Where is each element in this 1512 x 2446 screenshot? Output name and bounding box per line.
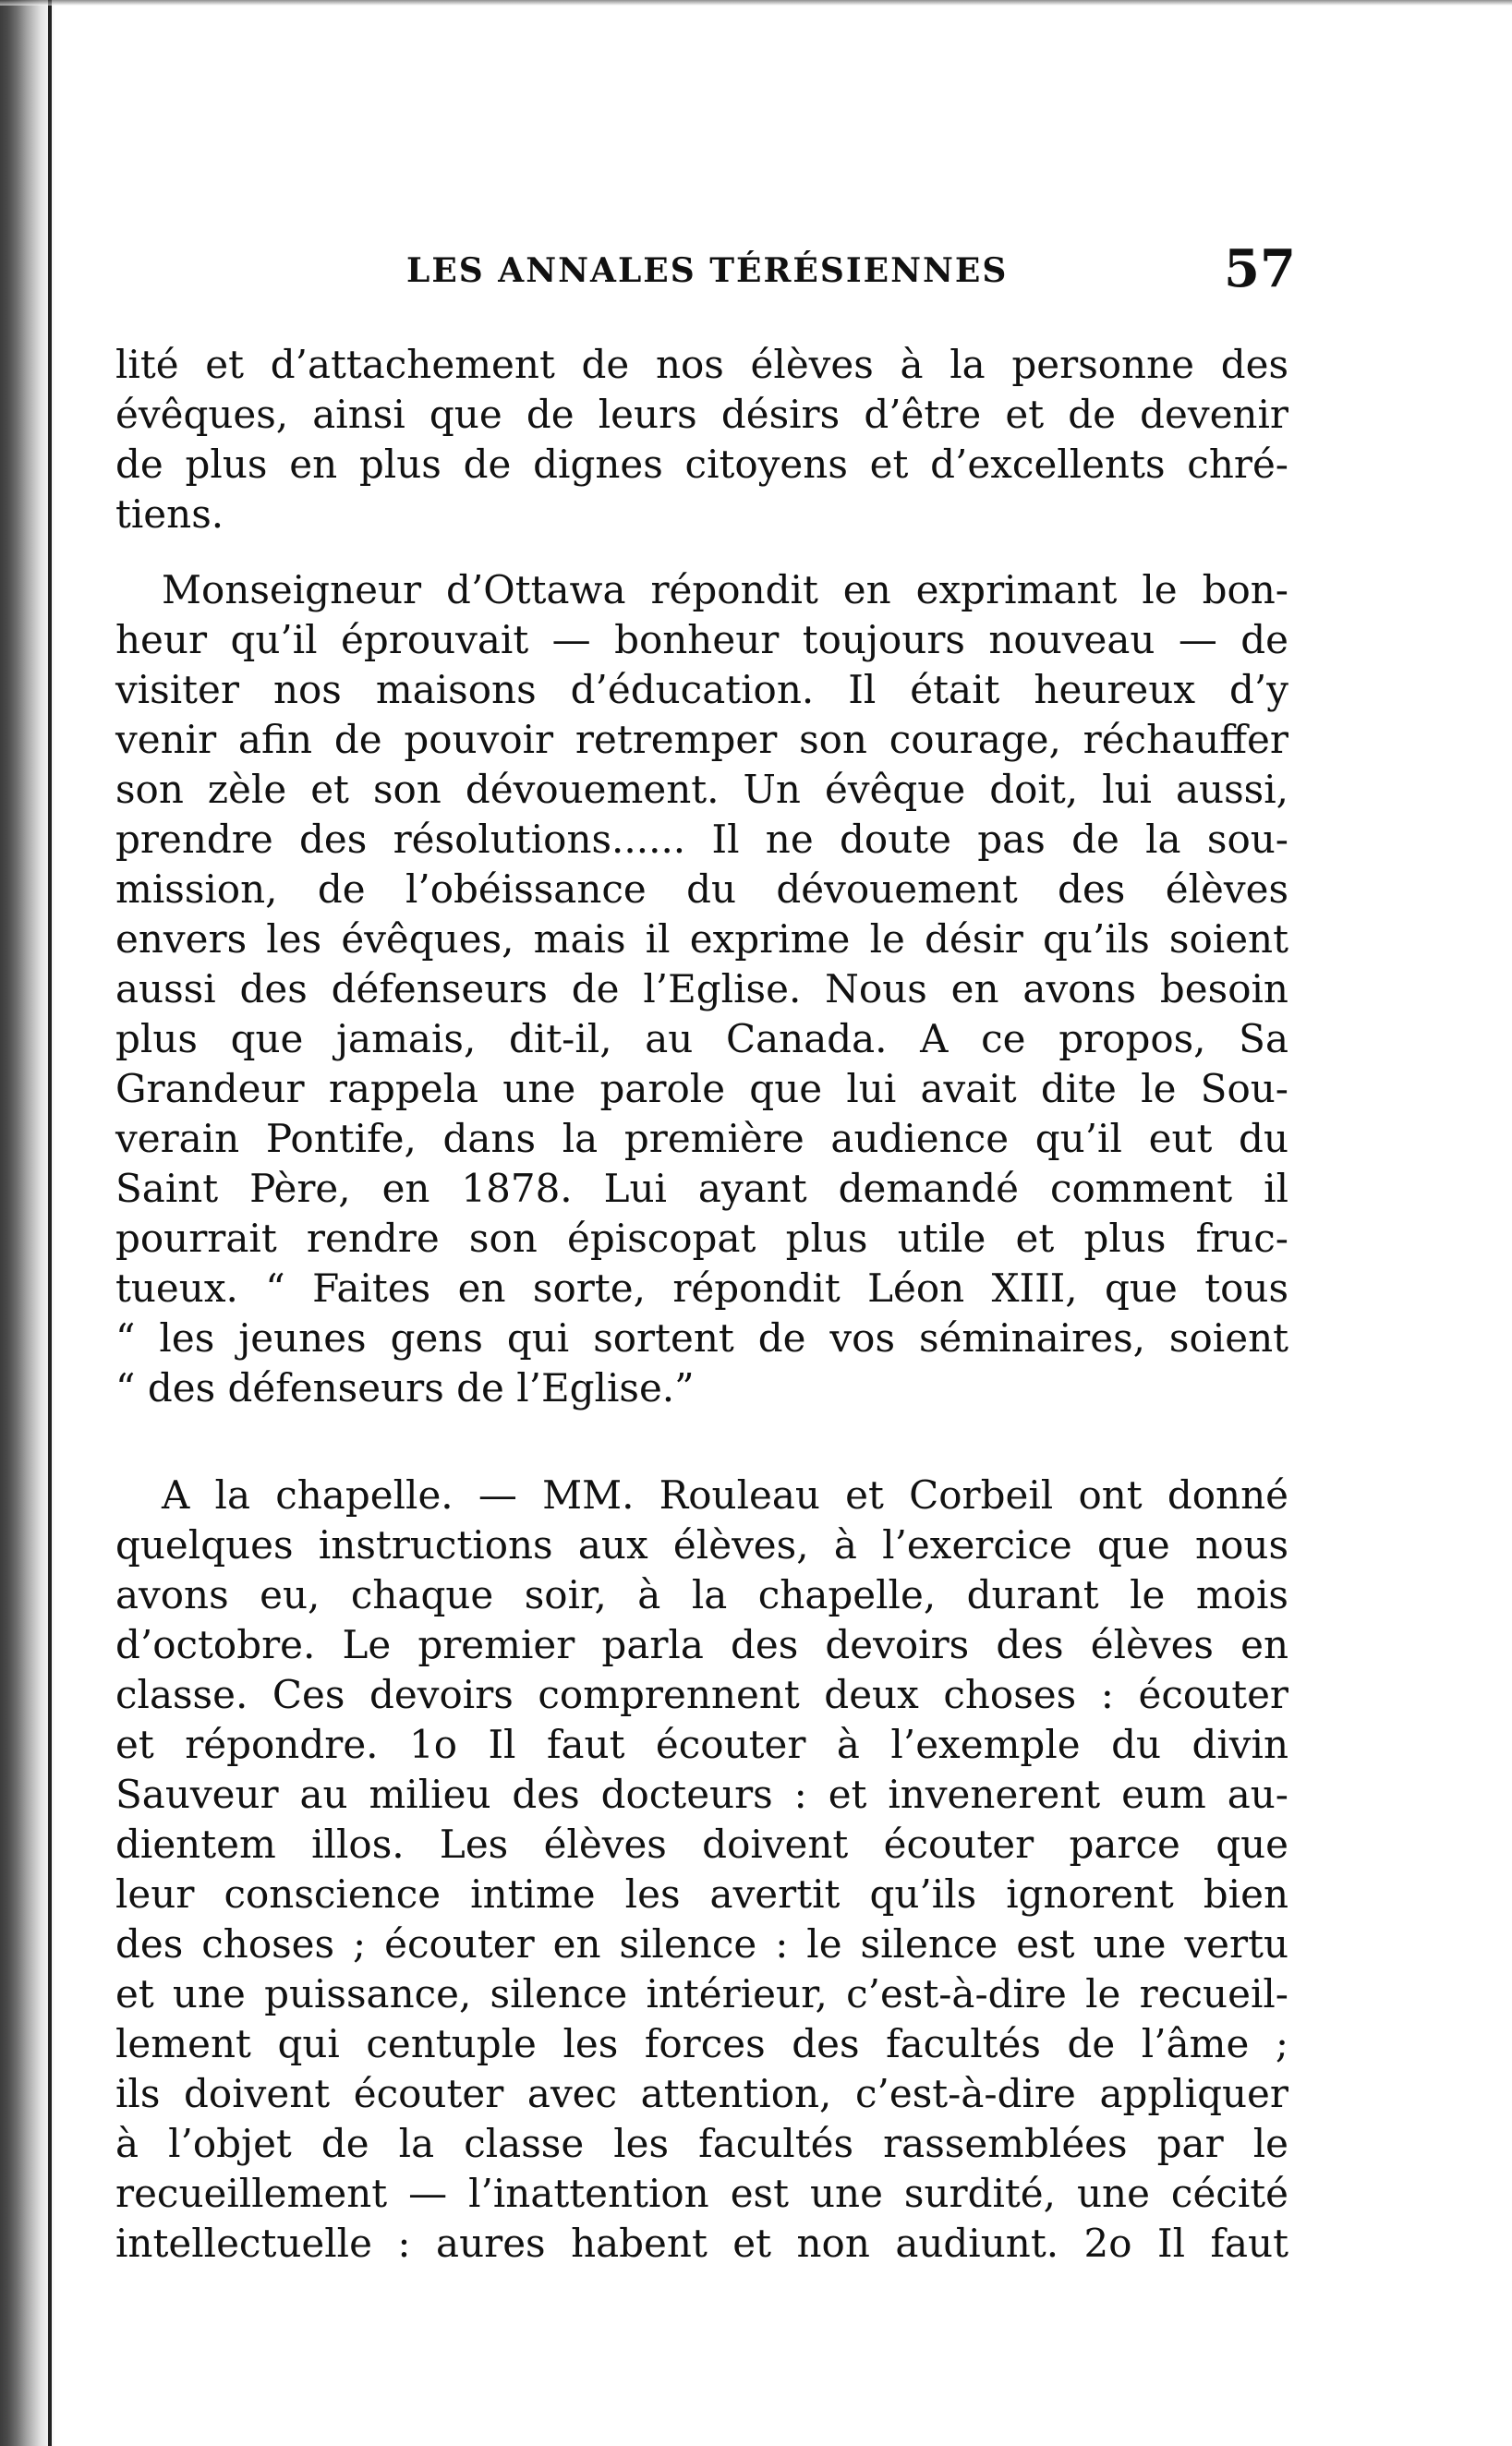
- text-line: son zèle et son dévouement. Un évêque doit, lui aussi,: [115, 767, 1288, 812]
- text-line: Saint Père, en 1878. Lui ayant demandé comment il: [115, 1166, 1288, 1211]
- text-line: heur qu’il éprouvait — bonheur toujours nouveau — de: [115, 617, 1288, 662]
- text-line: leur conscience intime les avertit qu’ils ignorent bien: [115, 1871, 1288, 1917]
- page-number: 57: [1224, 238, 1296, 299]
- text-line: intellectuelle : aures habent et non audiunt. 2o Il faut: [115, 2221, 1288, 2266]
- text-line: tiens.: [115, 491, 224, 537]
- text-line: évêques, ainsi que de leurs désirs d’être et de devenir: [115, 392, 1288, 437]
- text-line: visiter nos maisons d’éducation. Il était heureux d’y: [115, 667, 1288, 712]
- text-line: lement qui centuple les forces des facultés de l’âme ;: [115, 2021, 1288, 2066]
- text-line: d’octobre. Le premier parla des devoirs des élèves en: [115, 1622, 1288, 1667]
- text-line: plus que jamais, dit-il, au Canada. A ce propos, Sa: [115, 1016, 1288, 1061]
- text-line: mission, de l’obéissance du dévouement des élèves: [115, 866, 1288, 912]
- text-line: “ les jeunes gens qui sortent de vos séminaires, soient: [115, 1315, 1288, 1361]
- text-line: avons eu, chaque soir, à la chapelle, durant le mois: [115, 1572, 1288, 1617]
- paragraph-gap: [115, 539, 1288, 565]
- text-line: tueux. “ Faites en sorte, répondit Léon XIII, que tous: [115, 1265, 1288, 1311]
- paragraph-1: [115, 340, 1288, 539]
- text-line: quelques instructions aux élèves, à l’exercice que nous: [115, 1522, 1288, 1568]
- text-line: Sauveur au milieu des docteurs : et invenerent eum au-: [115, 1772, 1288, 1817]
- text-line: A la chapelle. — MM. Rouleau et Corbeil ont donné: [162, 1472, 1288, 1518]
- text-line: et une puissance, silence intérieur, c’est-à-dire le recueil-: [115, 1971, 1288, 2016]
- text-line: Monseigneur d’Ottawa répondit en exprimant le bon-: [162, 567, 1288, 612]
- text-line: dientem illos. Les élèves doivent écouter parce que: [115, 1822, 1288, 1867]
- text-line: venir afin de pouvoir retremper son courage, réchauffer: [115, 717, 1288, 762]
- text-line: envers les évêques, mais il exprime le désir qu’ils soient: [115, 916, 1288, 962]
- text-line: “ des défenseurs de l’Eglise.”: [115, 1365, 695, 1411]
- binding-edge: [0, 0, 55, 2446]
- body-text: [115, 340, 1288, 2269]
- text-line: des choses ; écouter en silence : le silence est une vertu: [115, 1921, 1288, 1967]
- text-line: et répondre. 1o Il faut écouter à l’exemple du divin: [115, 1722, 1288, 1767]
- paragraph-2: [115, 565, 1288, 1413]
- text-line: verain Pontife, dans la première audience qu’il eut du: [115, 1116, 1288, 1161]
- text-line: Grandeur rappela une parole que lui avait dite le Sou-: [115, 1066, 1288, 1111]
- section-gap: [115, 1413, 1288, 1471]
- text-line: recueillement — l’inattention est une surdité, une cécité: [115, 2171, 1288, 2216]
- top-edge: [0, 0, 1512, 6]
- text-line: prendre des résolutions...... Il ne doute pas de la sou-: [115, 817, 1288, 862]
- paragraph-3: [115, 1471, 1288, 2269]
- text-line: pourrait rendre son épiscopat plus utile et plus fruc-: [115, 1216, 1288, 1261]
- text-line: ils doivent écouter avec attention, c’est-à-dire appliquer: [115, 2071, 1288, 2116]
- text-line: classe. Ces devoirs comprennent deux choses : écouter: [115, 1672, 1288, 1717]
- text-line: lité et d’attachement de nos élèves à la personne des: [115, 342, 1288, 387]
- running-title: LES ANNALES TÉRÉSIENNES: [406, 251, 1009, 290]
- text-line: à l’objet de la classe les facultés rassemblées par le: [115, 2121, 1288, 2166]
- text-line: de plus en plus de dignes citoyens et d’excellents chré-: [115, 442, 1288, 487]
- text-line: aussi des défenseurs de l’Eglise. Nous en avons besoin: [115, 966, 1288, 1011]
- binding-line: [48, 0, 52, 2446]
